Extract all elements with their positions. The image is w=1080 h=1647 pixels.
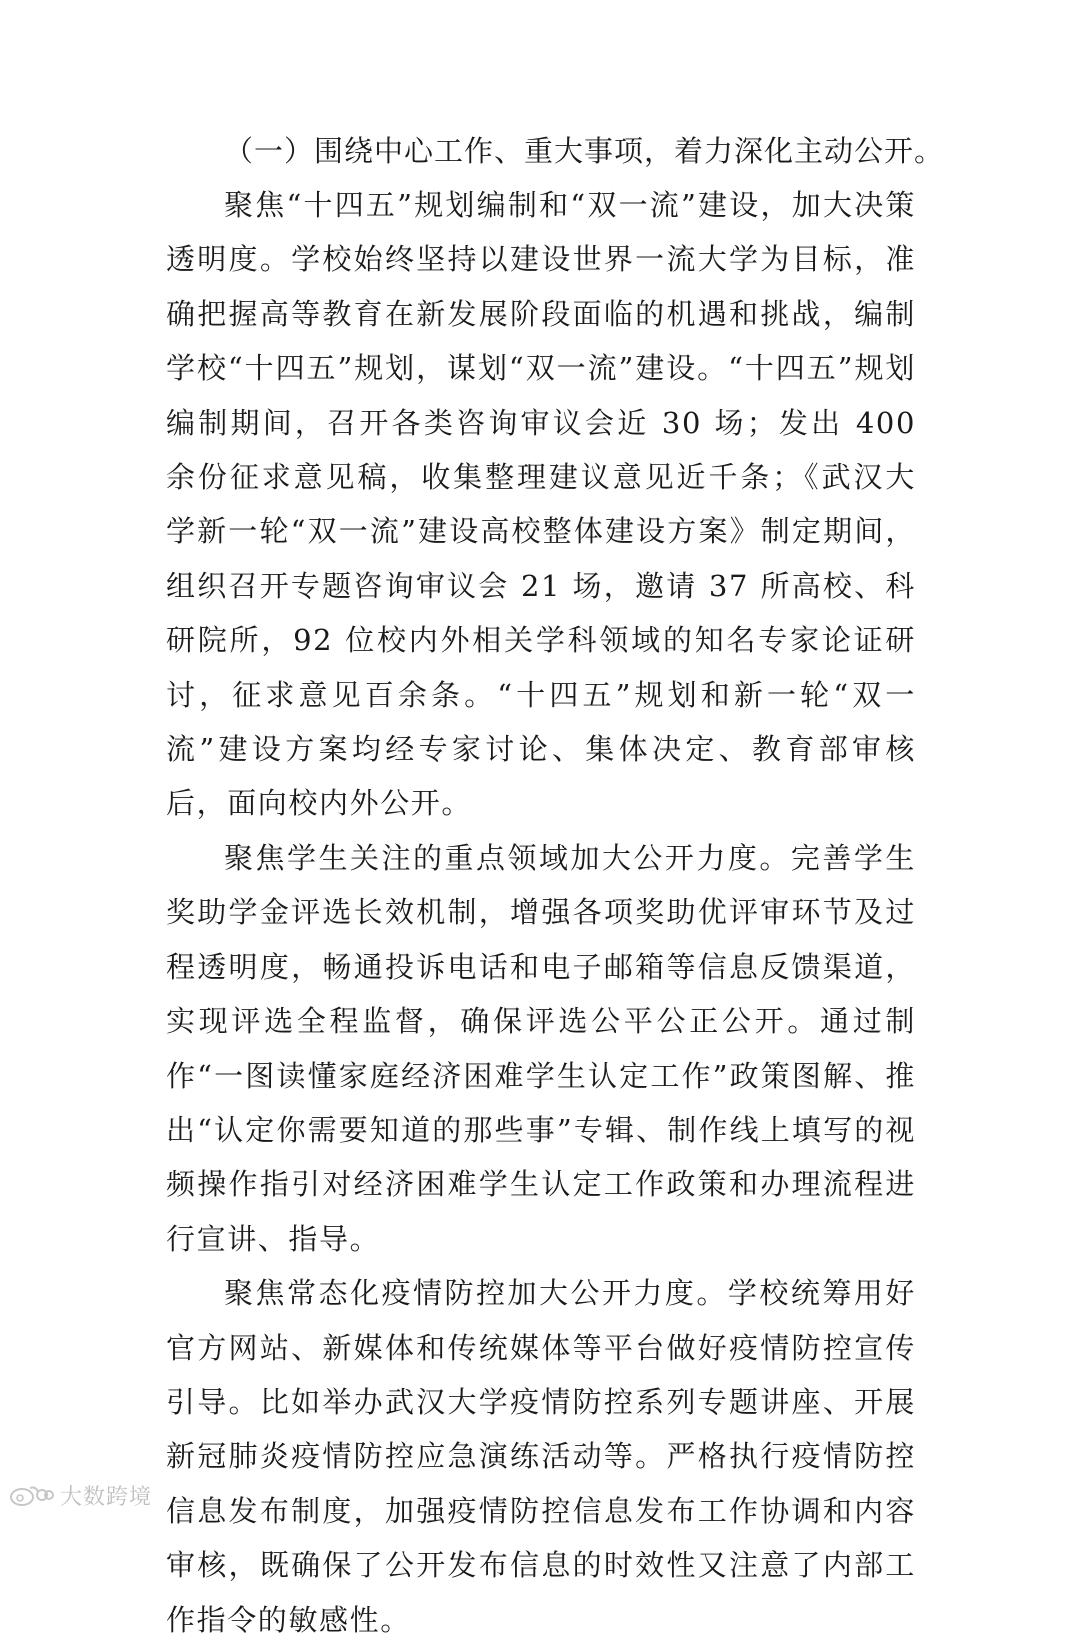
section-heading: （一）围绕中心工作、重大事项，着力深化主动公开。	[224, 134, 945, 168]
paragraph-student-aid: 聚焦学生关注的重点领域加大公开力度。完善学生奖助学金评选长效机制，增强各项奖助优评审环节及过程透明度，畅通投诉电话和电子邮箱等信息反馈渠道，实现评选全程监督，确保评选公平公正公开。通过制作“一图读懂家庭经济困难学生认定工作”政策图解、推出“认定你需要知道的那些事”专辑、制作线上填写的视频操作指引对经济困难学生认定工作政策和办理流程进行宣讲、指导。	[166, 840, 916, 1256]
paragraph-epidemic-control: 聚焦常态化疫情防控加大公开力度。学校统筹用好官方网站、新媒体和传统媒体等平台做好疫情防控宣传引导。比如举办武汉大学疫情防控系列专题讲座、开展新冠肺炎疫情防控应急演练活动等。严格执行疫情防控信息发布制度，加强疫情防控信息发布工作协调和内容审核，既确保了公开发布信息的时效性又注意了内部工作指令的敏感性。	[166, 1276, 916, 1637]
document-body	[166, 124, 945, 1647]
watermark-text: 大数跨境	[60, 1484, 153, 1510]
paragraph-planning: 聚焦“十四五”规划编制和“双一流”建设，加大决策透明度。学校始终坚持以建设世界一流大学为目标，准确把握高等教育在新发展阶段面临的机遇和挑战，编制学校“十四五”规划，谋划“双一流”建设。“十四五”规划编制期间，召开各类咨询审议会近 30 场；发出 400 余份征求意见稿，收集整理建议意见近千条；《武汉大学新一轮“双一流”建设高校整体建设方案》制定期间，组织召开专题咨询审议会 21 场，邀请 37 所高校、科研院所，92 位校内外相关学科领域的知名专家论证研讨，征求意见百余条。“十四五”规划和新一轮“双一流”建设方案均经专家讨论、集体决定、教育部审核后，面向校内外公开。	[166, 188, 916, 821]
weibo-style-logo-icon	[8, 1482, 54, 1508]
watermark	[8, 1478, 152, 1512]
